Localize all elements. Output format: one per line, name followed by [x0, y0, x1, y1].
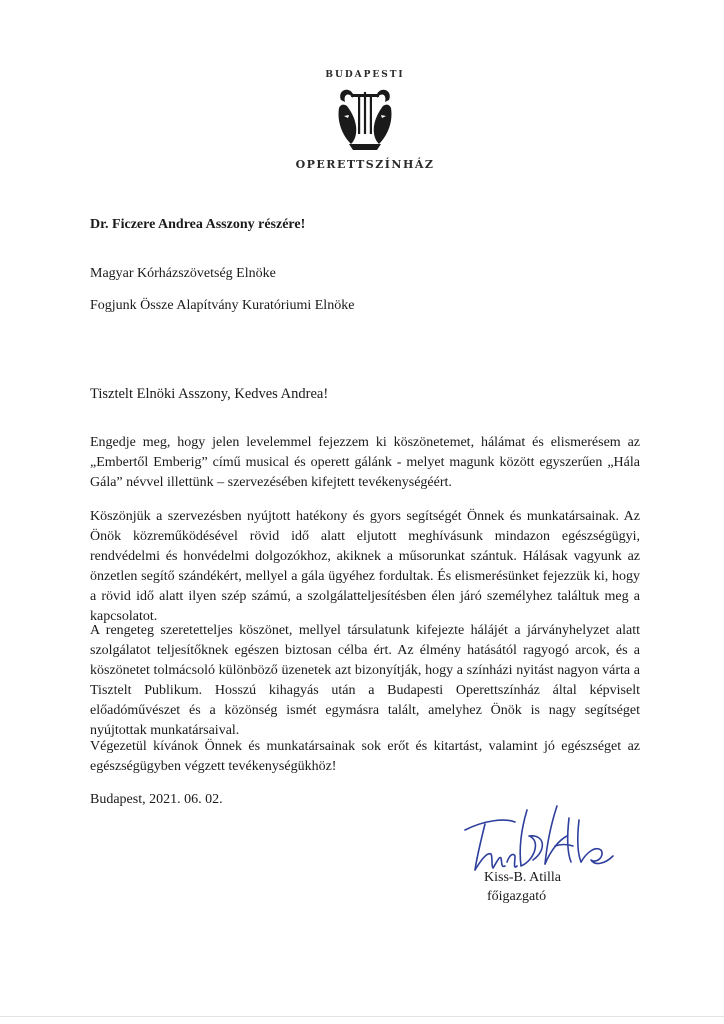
organization-line: Fogjunk Össze Alapítvány Kuratóriumi Elnöke — [90, 298, 355, 313]
body-paragraph: Köszönjük a szervezésben nyújtott hatékony és gyors segítségét Önnek és munkatársainak. Az Önök közreműködésével rövid idő alatt eljutott meghívásunk mindazon egészségügyi, rendvédelmi és honvédelmi dolgozókhoz, akiknek a műsorunkat szántuk. Hálásak vagyunk az önzetlen segítő szándékért, mellyel a gála ügyéhez fordultak. És elismerésünket fejezzük ki, hogy a rövid idő alatt ilyen szép számú, a szolgálatteljesítésben élen járó személyhez találtuk meg a kapcsolatot. — [90, 509, 640, 624]
addressee: Dr. Ficzere Andrea Asszony részére! — [90, 217, 306, 232]
lyre-masks-icon — [335, 86, 395, 152]
salutation: Tisztelt Elnöki Asszony, Kedves Andrea! — [90, 386, 329, 402]
body-paragraph: A rengeteg szeretetteljes köszönet, mellyel társulatunk kifejezte hálájét a járványhelyzet alatt szolgálatot teljesítőknek egészen biztosan célba ért. Az élmény hatásától ragyogó arcok, és a köszönetet tolmácsoló különböző üzenetek azt bizonyítják, hogy a színházi nyitást nagyon várta a Tisztelt Publikum. Hosszú kihagyás után a Budapesti Operettszínház által képviselt előadóművészet és a közönség ismét egymásra talált, amelyhez Önök is nagy segítséget nyújtottak munkatársaival. — [90, 623, 640, 738]
organization-line: Magyar Kórházszövetség Elnöke — [90, 266, 276, 281]
letter-date: Budapest, 2021. 06. 02. — [90, 792, 223, 807]
letterhead-top-text: BUDAPESTI — [325, 70, 405, 80]
body-paragraph: Engedje meg, hogy jelen levelemmel fejezzem ki köszönetemet, hálámat és elismerésem az „Embertől Emberig” című musical és operett gálánk - melyet magunk között egyszerűen „Hála Gála” névvel illettünk – szervezésében kifejtett tevékenységéért. — [90, 435, 640, 490]
page-bottom-edge — [0, 1016, 724, 1017]
letterhead-bottom-text: OPERETTSZÍNHÁZ — [295, 158, 435, 171]
body-paragraph: Végezetül kívánok Önnek és munkatársainak sok erőt és kitartást, valamint jó egészséget az egészségügyben végzett tevékenységükhöz! — [90, 739, 640, 774]
signer-title: főigazgató — [487, 889, 547, 904]
signer-name: Kiss-B. Atilla — [484, 870, 562, 885]
letterhead-logo — [290, 66, 440, 182]
